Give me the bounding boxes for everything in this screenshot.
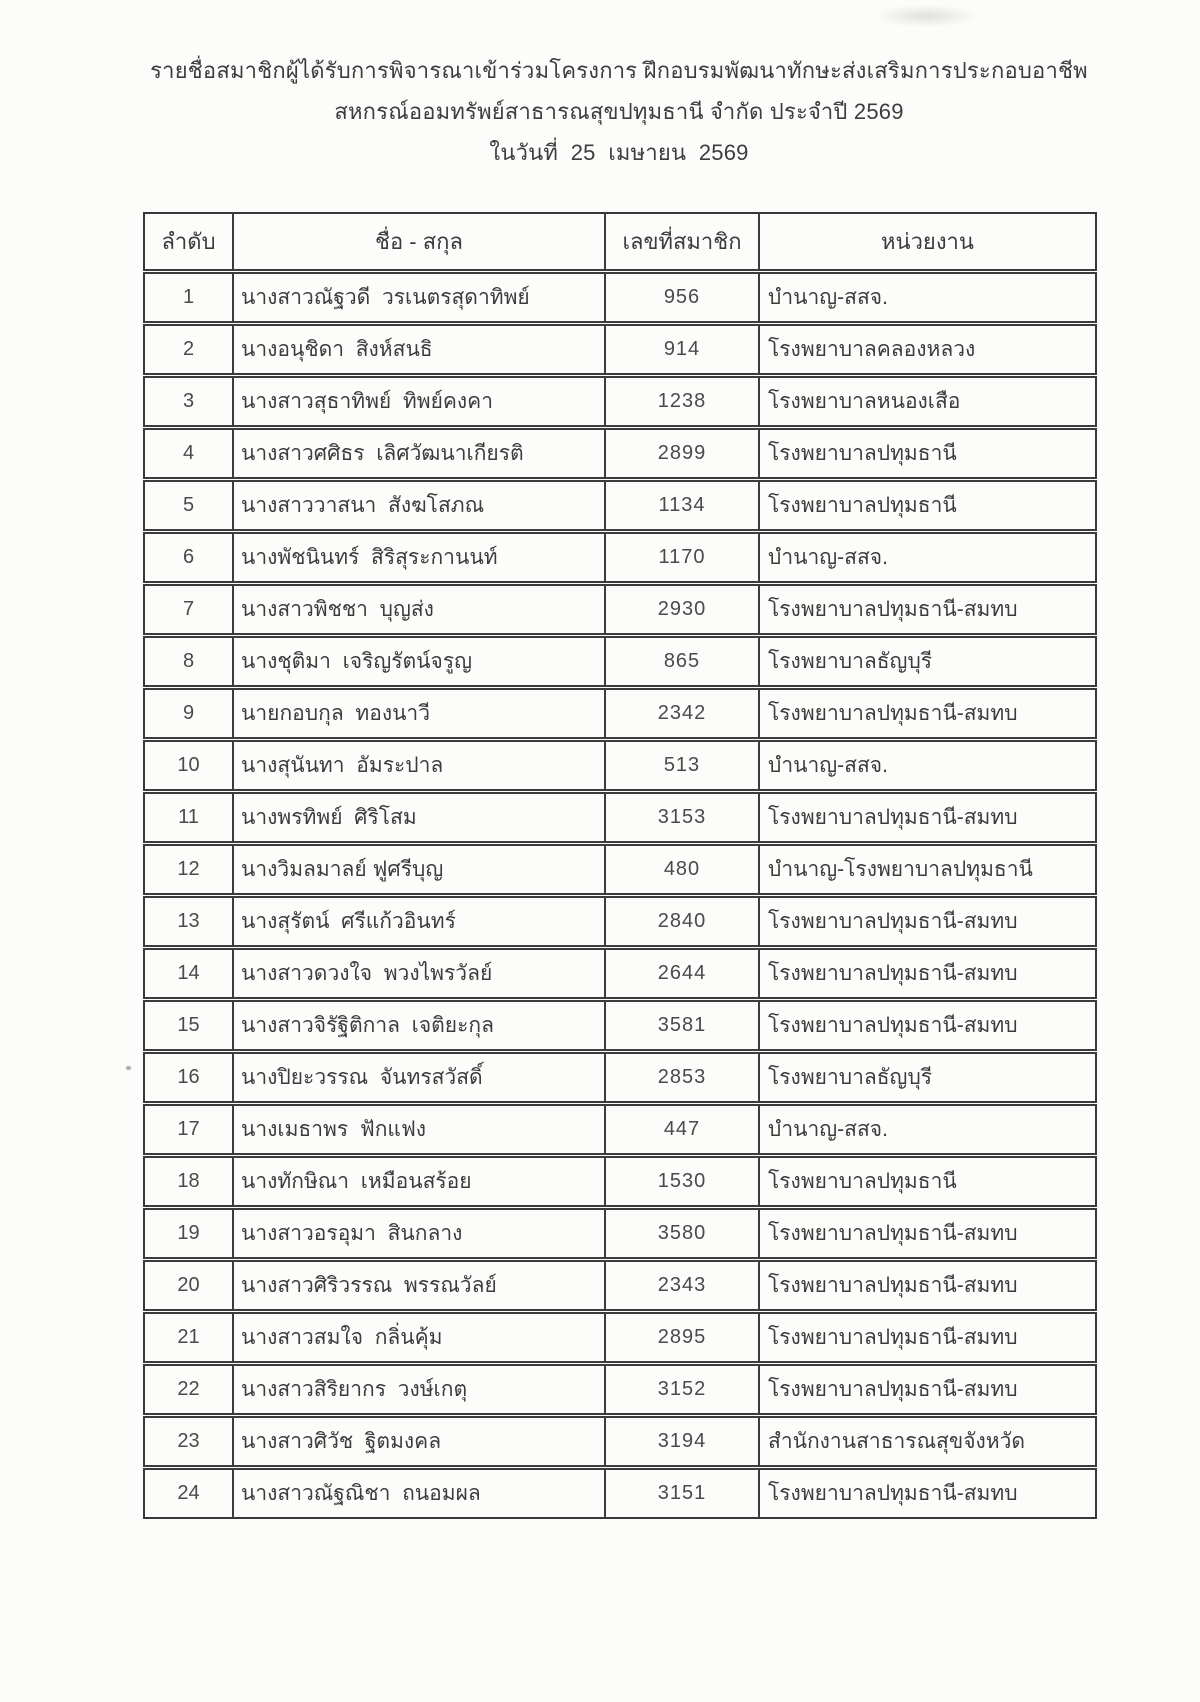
member-name-cell: นางสาวณัฐณิชา ถนอมผล bbox=[233, 1468, 605, 1519]
member-name-cell: นางสาวดวงใจ พวงไพรวัลย์ bbox=[233, 948, 605, 1000]
table-row bbox=[144, 896, 1096, 948]
table-row bbox=[144, 584, 1096, 636]
table-row bbox=[144, 272, 1096, 324]
member-no-cell: 3581 bbox=[605, 1000, 759, 1052]
table-row bbox=[144, 1468, 1096, 1519]
member-no-cell: 1238 bbox=[605, 376, 759, 428]
member-name-cell: นางปิยะวรรณ จันทรสวัสดิ์ bbox=[233, 1052, 605, 1104]
member-unit-cell: บำนาญ-สสจ. bbox=[759, 740, 1096, 792]
member-name-cell: นางสาวสุธาทิพย์ ทิพย์คงคา bbox=[233, 376, 605, 428]
member-name-cell: นางสาววาสนา สังฆโสภณ bbox=[233, 480, 605, 532]
member-unit-cell: โรงพยาบาลปทุมธานี-สมทบ bbox=[759, 1000, 1096, 1052]
row-number-cell: 8 bbox=[144, 636, 233, 688]
member-no-cell: 2895 bbox=[605, 1312, 759, 1364]
member-no-cell: 2840 bbox=[605, 896, 759, 948]
row-number-cell: 19 bbox=[144, 1208, 233, 1260]
row-number-cell: 24 bbox=[144, 1468, 233, 1519]
table-row bbox=[144, 428, 1096, 480]
table-row bbox=[144, 1416, 1096, 1468]
row-number-cell: 20 bbox=[144, 1260, 233, 1312]
member-unit-cell: โรงพยาบาลปทุมธานี-สมทบ bbox=[768, 1482, 1018, 1505]
member-no-cell: 2899 bbox=[605, 428, 759, 480]
member-name-cell: นางสาวศิวัช ฐิตมงคล bbox=[233, 1416, 605, 1468]
document-title-line-2: สหกรณ์ออมทรัพย์สาธารณสุขปทุมธานี จำกัด ประจำปี 2569 bbox=[334, 99, 904, 124]
table-row bbox=[144, 1208, 1096, 1260]
table-row bbox=[144, 1260, 1096, 1312]
member-name-cell: นางสาวจิรัฐิติกาล เจติยะกุล bbox=[233, 1000, 605, 1052]
header-cell-name: ชื่อ - สกุล bbox=[233, 213, 605, 272]
member-no-cell: 480 bbox=[605, 844, 759, 896]
member-unit-cell: บำนาญ-สสจ. bbox=[759, 272, 1096, 324]
member-name-cell: นางสาวสมใจ กลิ่นคุ้ม bbox=[233, 1312, 605, 1364]
member-name-cell: นางสาวณัฐวดี วรเนตรสุดาทิพย์ bbox=[233, 272, 605, 324]
row-number-cell: 15 bbox=[144, 1000, 233, 1052]
member-no-cell: 3152 bbox=[605, 1364, 759, 1416]
member-no-cell: 956 bbox=[605, 272, 759, 324]
member-name-cell: นางสุรัตน์ ศรีแก้วอินทร์ bbox=[233, 896, 605, 948]
table-row bbox=[144, 948, 1096, 1000]
table-row bbox=[144, 1052, 1096, 1104]
member-no-cell: 513 bbox=[605, 740, 759, 792]
row-number-cell: 3 bbox=[144, 376, 233, 428]
row-number-cell: 13 bbox=[144, 896, 233, 948]
member-name-cell: นางสาวพิชชา บุญส่ง bbox=[233, 584, 605, 636]
member-unit-cell: โรงพยาบาลปทุมธานี-สมทบ bbox=[759, 688, 1096, 740]
table-row bbox=[144, 480, 1096, 532]
member-name-cell: นางสาวศิริวรรณ พรรณวัลย์ bbox=[233, 1260, 605, 1312]
member-no-cell: 2644 bbox=[605, 948, 759, 1000]
member-no-cell: 2853 bbox=[605, 1052, 759, 1104]
member-no-cell: 1170 bbox=[605, 532, 759, 584]
member-unit-cell: สำนักงานสาธารณสุขจังหวัด bbox=[759, 1416, 1096, 1468]
scan-smudge-artifact bbox=[878, 6, 974, 26]
row-number-cell: 7 bbox=[144, 584, 233, 636]
table-row bbox=[144, 688, 1096, 740]
row-number-cell: 10 bbox=[144, 740, 233, 792]
table-row bbox=[144, 844, 1096, 896]
member-no-cell: 2343 bbox=[605, 1260, 759, 1312]
member-unit-cell: โรงพยาบาลปทุมธานี-สมทบ bbox=[759, 896, 1096, 948]
table-row bbox=[144, 792, 1096, 844]
row-number-cell: 21 bbox=[144, 1312, 233, 1364]
member-no-cell: 3194 bbox=[605, 1416, 759, 1468]
member-no-cell: 1530 bbox=[605, 1156, 759, 1208]
header-cell-member-no: เลขที่สมาชิก bbox=[605, 213, 759, 272]
member-unit-cell: โรงพยาบาลปทุมธานี-สมทบ bbox=[759, 948, 1096, 1000]
member-unit-cell: บำนาญ-สสจ. bbox=[759, 532, 1096, 584]
member-unit-cell: โรงพยาบาลธัญบุรี bbox=[759, 636, 1096, 688]
member-name-cell: นางสุนันทา อัมระปาล bbox=[233, 740, 605, 792]
member-no-cell: 1134 bbox=[605, 480, 759, 532]
member-list-table bbox=[143, 212, 1097, 1519]
member-unit-cell: โรงพยาบาลปทุมธานี-สมทบ bbox=[759, 1312, 1096, 1364]
member-name-cell: นางวิมลมาลย์ ฟูศรีบุญ bbox=[233, 844, 605, 896]
table-row bbox=[144, 1104, 1096, 1156]
member-name-cell: นางอนุชิดา สิงห์สนธิ bbox=[233, 324, 605, 376]
row-number-cell: 16 bbox=[144, 1052, 233, 1104]
member-unit-cell: บำนาญ-สสจ. bbox=[759, 1104, 1096, 1156]
table-row bbox=[144, 740, 1096, 792]
row-number-cell: 23 bbox=[144, 1416, 233, 1468]
member-no-cell: 2342 bbox=[605, 688, 759, 740]
member-unit-cell: โรงพยาบาลหนองเสือ bbox=[759, 376, 1096, 428]
member-unit-cell: โรงพยาบาลปทุมธานี bbox=[759, 1156, 1096, 1208]
member-no-cell: 447 bbox=[605, 1104, 759, 1156]
row-number-cell: 11 bbox=[144, 792, 233, 844]
member-name-cell: นางพรทิพย์ ศิริโสม bbox=[233, 792, 605, 844]
row-number-cell: 2 bbox=[144, 324, 233, 376]
member-unit-cell: โรงพยาบาลปทุมธานี bbox=[759, 428, 1096, 480]
table-row bbox=[144, 1312, 1096, 1364]
row-number-cell: 17 bbox=[144, 1104, 233, 1156]
row-number-cell: 9 bbox=[144, 688, 233, 740]
document-title-block bbox=[143, 50, 1095, 173]
member-unit-cell: โรงพยาบาลคลองหลวง bbox=[759, 324, 1096, 376]
member-no-cell: 914 bbox=[605, 324, 759, 376]
member-unit-cell: โรงพยาบาลปทุมธานี-สมทบ bbox=[759, 1260, 1096, 1312]
member-name-cell: นางพัชนินทร์ สิริสุระกานนท์ bbox=[233, 532, 605, 584]
member-unit-cell: โรงพยาบาลธัญบุรี bbox=[759, 1052, 1096, 1104]
member-name-cell: นางสาวสิริยากร วงษ์เกตุ bbox=[233, 1364, 605, 1416]
member-unit-cell: โรงพยาบาลปทุมธานี-สมทบ bbox=[759, 584, 1096, 636]
member-no-cell: 865 bbox=[605, 636, 759, 688]
member-unit-cell: บำนาญ-โรงพยาบาลปทุมธานี bbox=[759, 844, 1096, 896]
row-number-cell: 22 bbox=[144, 1364, 233, 1416]
document-title-line-1: รายชื่อสมาชิกผู้ได้รับการพิจารณาเข้าร่วมโครงการ ฝึกอบรมพัฒนาทักษะส่งเสริมการประกอบอาชีพ bbox=[150, 58, 1088, 83]
table-row bbox=[144, 324, 1096, 376]
member-unit-cell: โรงพยาบาลปทุมธานี-สมทบ bbox=[759, 1208, 1096, 1260]
member-no-cell: 3151 bbox=[605, 1468, 759, 1519]
member-name-cell: นางเมธาพร ฟักแฟง bbox=[233, 1104, 605, 1156]
table-row bbox=[144, 1156, 1096, 1208]
member-name-cell: นางสาวอรอุมา สินกลาง bbox=[233, 1208, 605, 1260]
member-no-cell: 3580 bbox=[605, 1208, 759, 1260]
member-name-cell: นางสาวศศิธร เลิศวัฒนาเกียรติ bbox=[233, 428, 605, 480]
scan-speck-artifact bbox=[126, 1066, 131, 1070]
member-name-cell: นางทักษิณา เหมือนสร้อย bbox=[233, 1156, 605, 1208]
row-number-cell: 18 bbox=[144, 1156, 233, 1208]
row-number-cell: 12 bbox=[144, 844, 233, 896]
table-row bbox=[144, 1364, 1096, 1416]
header-cell-no: ลำดับ bbox=[144, 213, 233, 272]
table-row bbox=[144, 376, 1096, 428]
member-no-cell: 2930 bbox=[605, 584, 759, 636]
member-unit-cell: โรงพยาบาลปทุมธานี-สมทบ bbox=[759, 1364, 1096, 1416]
row-number-cell: 1 bbox=[144, 272, 233, 324]
row-number-cell: 6 bbox=[144, 532, 233, 584]
table-row bbox=[144, 636, 1096, 688]
table-header-row bbox=[144, 213, 1096, 272]
member-unit-cell: โรงพยาบาลปทุมธานี-สมทบ bbox=[759, 792, 1096, 844]
row-number-cell: 14 bbox=[144, 948, 233, 1000]
row-number-cell: 5 bbox=[144, 480, 233, 532]
member-unit-cell: โรงพยาบาลปทุมธานี bbox=[759, 480, 1096, 532]
row-number-cell: 4 bbox=[144, 428, 233, 480]
document-date-line: ในวันที่ 25 เมษายน 2569 bbox=[489, 140, 749, 165]
table-row bbox=[144, 1000, 1096, 1052]
member-table-body bbox=[144, 272, 1096, 1519]
member-no-cell: 3153 bbox=[605, 792, 759, 844]
member-name-cell: นางชุติมา เจริญรัตน์จรูญ bbox=[233, 636, 605, 688]
header-cell-unit: หน่วยงาน bbox=[759, 213, 1096, 272]
member-name-cell: นายกอบกุล ทองนาวี bbox=[233, 688, 605, 740]
table-row bbox=[144, 532, 1096, 584]
